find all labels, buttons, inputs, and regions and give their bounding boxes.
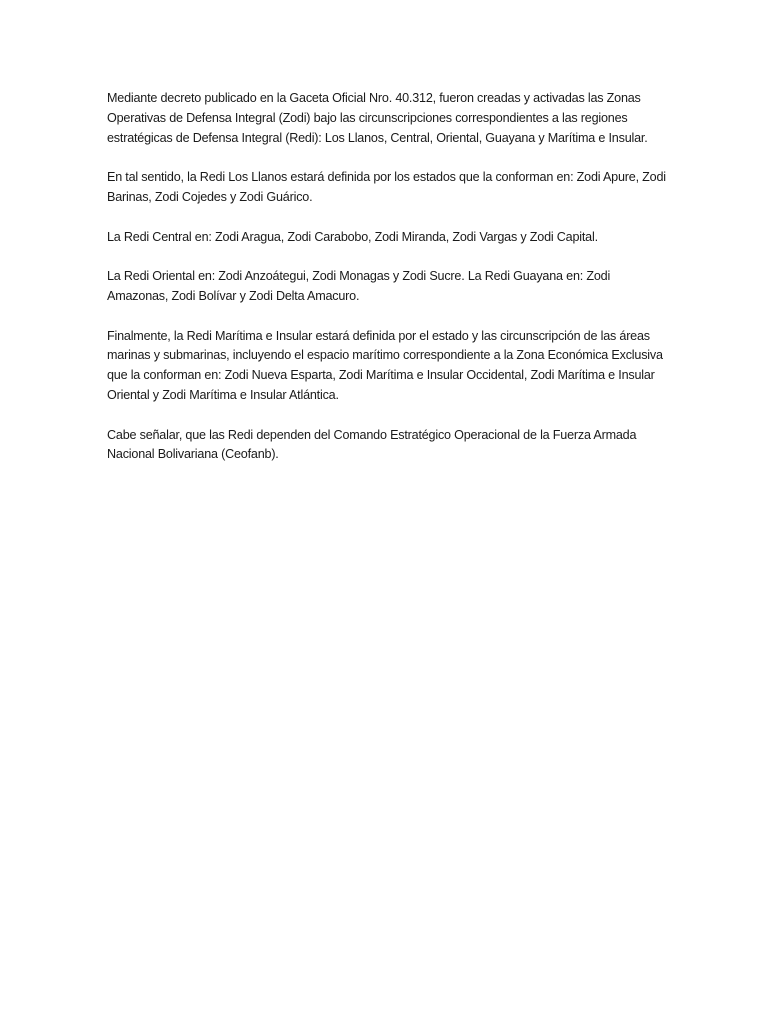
paragraph-ceofanb: Cabe señalar, que las Redi dependen del Comando Estratégico Operacional de la Fuerza Armada Nacional Bolivariana (Ceofanb).	[107, 427, 637, 462]
paragraph-redi-central: La Redi Central en: Zodi Aragua, Zodi Carabobo, Zodi Miranda, Zodi Vargas y Zodi Capital.	[107, 229, 598, 244]
paragraph-redi-los-llanos: En tal sentido, la Redi Los Llanos estará definida por los estados que la conforman en: Zodi Apure, Zodi Barinas, Zodi Cojedes y Zodi Guárico.	[107, 170, 666, 204]
paragraph-redi-maritima-insular: Finalmente, la Redi Marítima e Insular estará definida por el estado y las circunscripción de las áreas marinas y submarinas, incluyendo el espacio marítimo correspondiente a la Zona Económica Exclusiva que la conforman en: Zodi Nueva Esparta, Zodi Marítima e Insular Occidental, Zodi Marítima e Insular Oriental y Zodi Marítima e Insular Atlántica.	[107, 328, 663, 402]
document-body	[107, 89, 667, 485]
paragraph-decree: Mediante decreto publicado en la Gaceta Oficial Nro. 40.312, fueron creadas y activadas las Zonas Operativas de Defensa Integral (Zodi) bajo las circunscripciones correspondientes a las regiones estratégicas de Defensa Integral (Redi): Los Llanos, Central, Oriental, Guayana y Marítima e Insular.	[107, 91, 648, 145]
paragraph-redi-oriental-guayana: La Redi Oriental en: Zodi Anzoátegui, Zodi Monagas y Zodi Sucre. La Redi Guayana en: Zodi Amazonas, Zodi Bolívar y Zodi Delta Amacuro.	[107, 269, 611, 303]
